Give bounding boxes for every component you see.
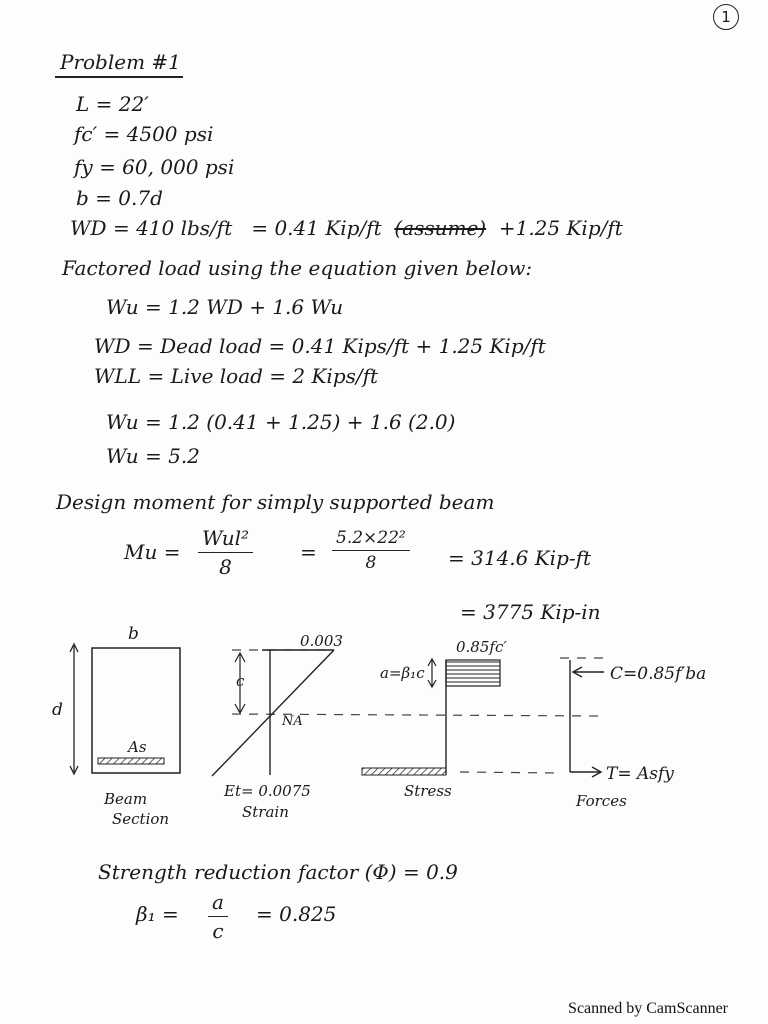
beta-fraction: $\frac{a}{c}$ xyxy=(208,890,228,943)
moment-lhs: Mu = xyxy=(124,540,181,564)
label-d: d xyxy=(52,700,63,720)
scanner-watermark: Scanned by CamScanner xyxy=(568,1000,728,1017)
beta-lhs: β₁ = xyxy=(136,902,179,926)
moment-fraction-1: Wul² 8 xyxy=(198,526,253,579)
steel-reinforcement xyxy=(98,758,164,764)
label-force-C: C=0.85f′ba xyxy=(610,664,707,684)
struck-text: (assume) xyxy=(394,216,487,240)
label-stress-top: 0.85fc′ xyxy=(456,638,507,656)
label-force-T: T= Asfy xyxy=(606,764,674,784)
given-length: L = 22′ xyxy=(76,92,149,116)
caption-beam: Beam xyxy=(104,790,148,808)
label-strain-top: 0.003 xyxy=(300,632,343,650)
given-fy: fy = 60, 000 psi xyxy=(74,155,235,179)
label-c: c xyxy=(236,672,245,690)
caption-stress: Stress xyxy=(404,782,452,800)
moment-fraction-2: $\frac{\text{5.2×22²}}{8}$ xyxy=(332,528,410,573)
caption-strain: Strain xyxy=(242,803,289,821)
compression-block xyxy=(446,660,500,686)
wu-result: Wu = 5.2 xyxy=(106,444,200,468)
page-title: Problem #1 xyxy=(60,50,181,74)
beta-rhs: = 0.825 xyxy=(256,902,337,926)
design-moment-heading: Design moment for simply supported beam xyxy=(56,490,495,514)
label-b: b xyxy=(128,624,139,644)
dead-load-line: WD = 410 lbs/ft = 0.41 Kip/ft (assume) +1.25 Kip/ft xyxy=(70,216,623,240)
given-fc: fc′ = 4500 psi xyxy=(74,122,214,146)
tension-steel-stress xyxy=(362,768,446,775)
phi-line: Strength reduction factor (Φ) = 0.9 xyxy=(98,860,458,884)
label-NA: NA xyxy=(282,714,303,729)
label-strain-bottom: Et= 0.0075 xyxy=(224,782,311,800)
wll-definition: WLL = Live load = 2 Kips/ft xyxy=(94,364,379,388)
bottom-reference-line xyxy=(460,772,560,773)
wu-calculation: Wu = 1.2 (0.41 + 1.25) + 1.6 (2.0) xyxy=(106,410,456,434)
label-As: As xyxy=(128,738,147,756)
moment-equals: = xyxy=(300,540,317,564)
label-a: a=β₁c xyxy=(380,664,425,682)
moment-result-kipin: = 3775 Kip-in xyxy=(460,600,601,624)
given-b: b = 0.7d xyxy=(76,186,163,210)
wd-definition: WD = Dead load = 0.41 Kips/ft + 1.25 Kip/ft xyxy=(94,334,546,358)
factored-intro: Factored load using the equation given below: xyxy=(62,256,533,280)
caption-section: Section xyxy=(112,810,170,828)
strain-profile xyxy=(212,650,334,776)
wu-formula: Wu = 1.2 WD + 1.6 Wu xyxy=(106,295,344,319)
caption-forces: Forces xyxy=(576,792,627,810)
moment-result-kipft: = 314.6 Kip-ft xyxy=(448,546,592,570)
page-number: 1 xyxy=(713,4,739,30)
